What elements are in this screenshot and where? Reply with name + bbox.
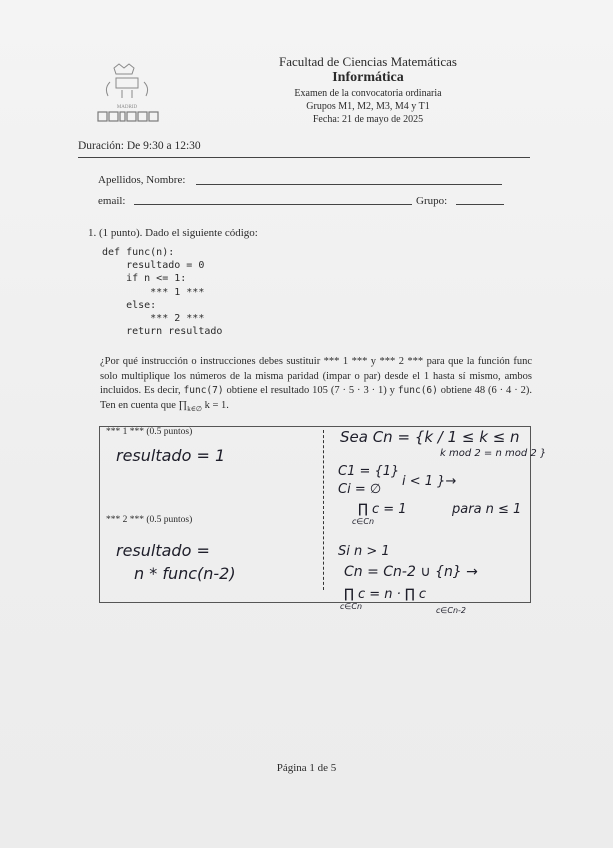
code-block	[102, 246, 222, 338]
email-label: email:	[98, 195, 126, 207]
handwritten-recurrence: Cn = Cn-2 ∪ {n} →	[344, 564, 478, 580]
exam-date: Fecha: 21 de mayo de 2025	[312, 114, 424, 125]
code-line: def func(n):	[102, 247, 175, 258]
handwritten-ci-cond: i < 1 }→	[402, 474, 457, 489]
svg-text:MADRID: MADRID	[116, 105, 138, 110]
name-field[interactable]	[196, 184, 502, 185]
faculty-name: Facultad de Ciencias Matemáticas	[279, 54, 457, 69]
handwritten-answer-2b: n * func(n-2)	[134, 564, 236, 583]
handwritten-prod-base-sub: c∈Cn	[352, 517, 375, 526]
exam-call: Examen de la convocatoria ordinaria	[294, 88, 442, 99]
handwritten-prod-rec-sub2: c∈Cn-2	[436, 606, 466, 615]
name-label: Apellidos, Nombre:	[98, 174, 186, 186]
code-line: *** 1 ***	[102, 286, 205, 298]
code-line: *** 2 ***	[102, 313, 205, 325]
handwritten-prod-rec-sub1: c∈Cn	[340, 602, 363, 611]
handwritten-def-cond: k mod 2 = n mod 2 }	[440, 448, 547, 459]
answer-label-1: *** 1 *** (0.5 puntos)	[106, 427, 193, 437]
exam-duration: Duración: De 9:30 a 12:30	[78, 140, 201, 152]
email-field[interactable]	[134, 204, 412, 205]
answer-divider	[323, 430, 324, 590]
handwritten-answer-2a: resultado =	[116, 541, 210, 560]
handwritten-base-cond: para n ≤ 1	[452, 502, 522, 517]
exam-groups: Grupos M1, M2, M3, M4 y T1	[306, 101, 430, 112]
code-line: if n <= 1:	[102, 273, 187, 285]
question-intro: 1. (1 punto). Dado el siguiente código:	[88, 227, 258, 239]
handwritten-def: Sea Cn = {k / 1 ≤ k ≤ n	[340, 428, 520, 446]
handwritten-c1: C1 = {1}	[338, 464, 400, 479]
handwritten-ci: Ci = ∅	[338, 482, 382, 497]
group-label: Grupo:	[416, 195, 448, 207]
handwritten-prod-base: ∏ c = 1	[358, 502, 407, 517]
subject-title: Informática	[332, 70, 404, 85]
code-line: else:	[102, 299, 157, 311]
handwritten-prod-rec: ∏ c = n · ∏ c	[344, 587, 427, 602]
handwritten-answer-1: resultado = 1	[116, 446, 226, 465]
answer-label-2: *** 2 *** (0.5 puntos)	[106, 515, 193, 525]
code-line: return resultado	[102, 326, 223, 338]
code-line: resultado = 0	[102, 260, 205, 272]
question-text: ¿Por qué instrucción o instrucciones debes sustituir *** 1 *** y *** 2 *** para que la función func solo multiplique los números de la misma paridad (impar o par) desde el 1 hasta sí mismo, ambos incluidos. Es decir, func(7) obtiene el resultado 105 (7 · 5 · 3 · 1) y func(6) obtiene 48 (6 · 4 · 2). Ten en cuenta que $\prod_{k\in\emptyset}$ k = 1.	[100, 356, 532, 413]
page-number: Página 1 de 5	[276, 762, 337, 774]
header-divider	[78, 157, 530, 158]
handwritten-case: Si n > 1	[338, 544, 390, 559]
university-logo	[92, 60, 162, 124]
group-field[interactable]	[456, 204, 504, 205]
